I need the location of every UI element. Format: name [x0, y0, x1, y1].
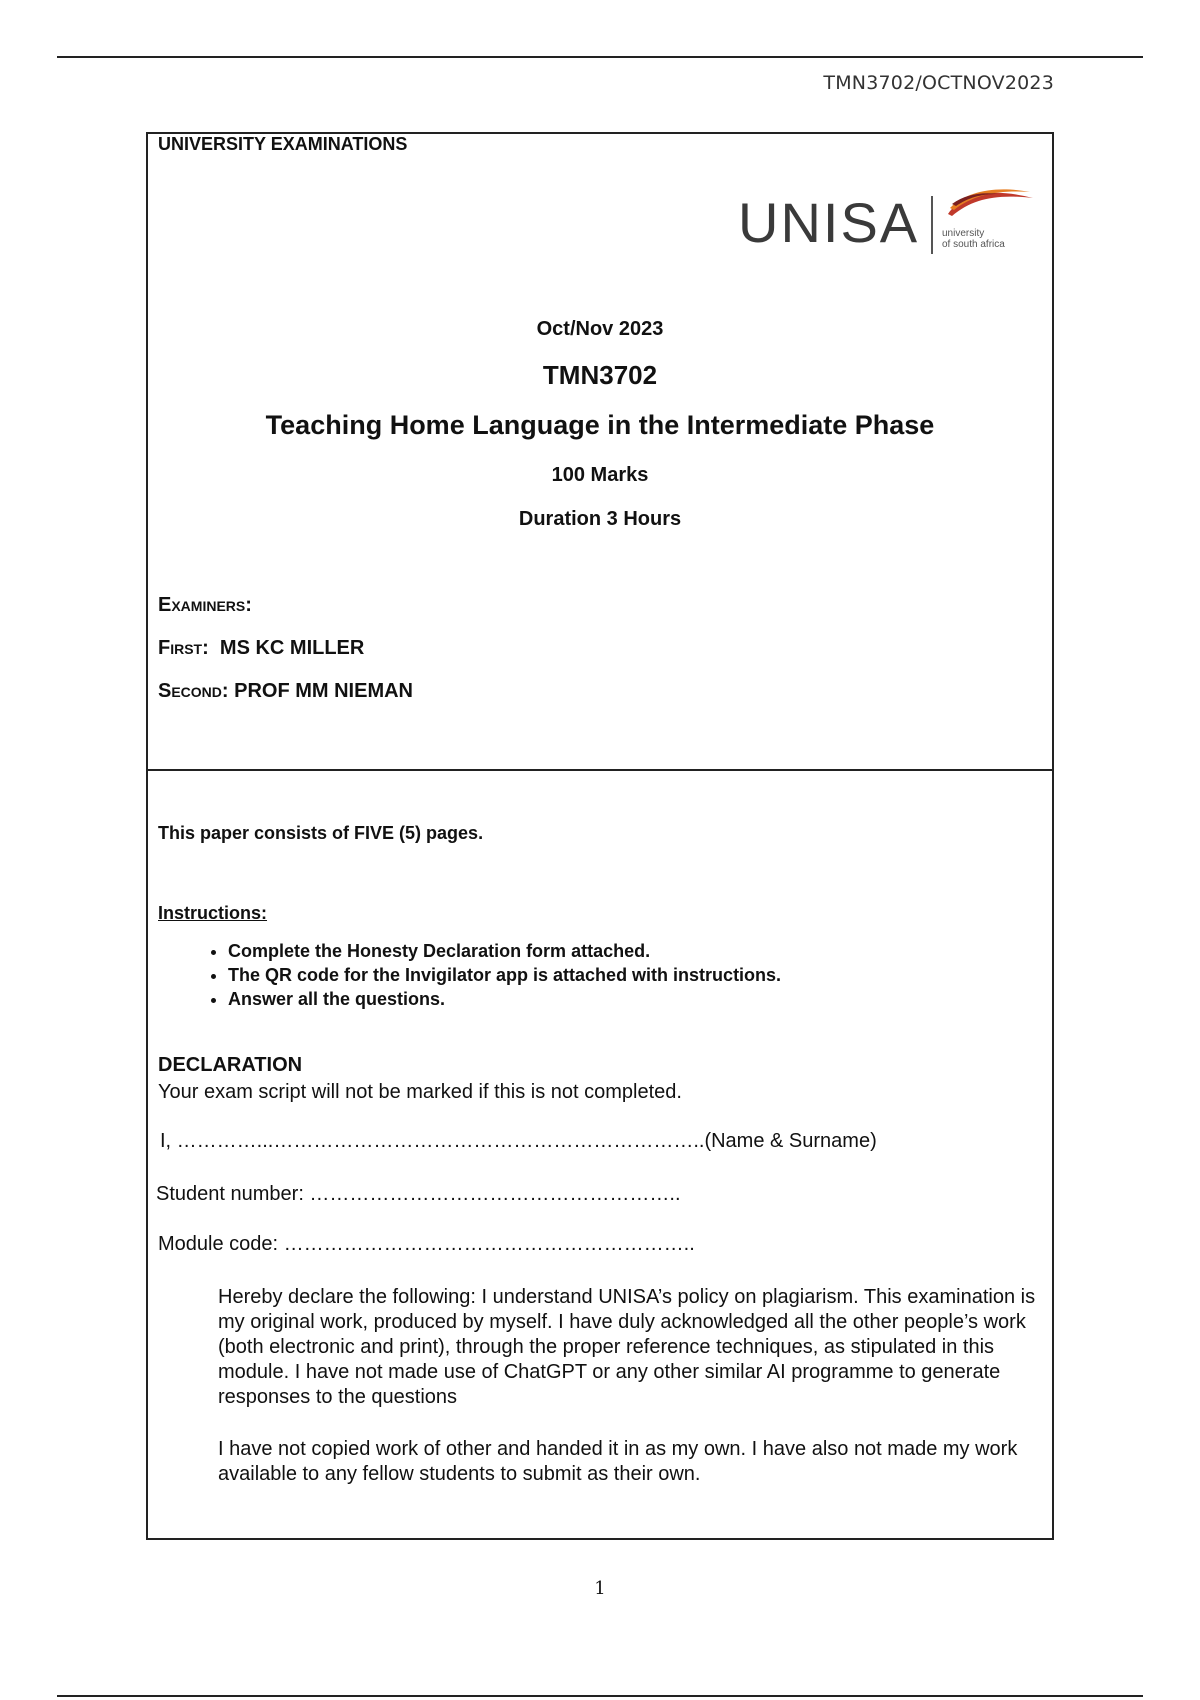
logo-tagline-line-2: of south africa	[942, 239, 1005, 250]
bottom-rule	[57, 1695, 1143, 1697]
logo-wordmark: UNISA	[738, 191, 920, 254]
unisa-logo	[738, 184, 1038, 264]
exam-duration: Duration 3 Hours	[518, 508, 682, 530]
declaration-heading: DECLARATION	[158, 1054, 303, 1076]
page-count-note: This paper consists of FIVE (5) pages.	[158, 823, 484, 843]
cover-header-section	[148, 134, 1052, 771]
first-examiner-name: MS KC MILLER	[219, 637, 365, 659]
instructions-list	[178, 939, 781, 1011]
second-examiner-label: Second:	[158, 680, 229, 702]
declaration-body	[218, 1285, 1038, 1487]
exam-date: Oct/Nov 2023	[536, 318, 664, 340]
top-rule	[57, 56, 1143, 58]
logo-swoosh-icon	[938, 184, 1038, 224]
instruction-item: • The QR code for the Invigilator app is attached with instructions.	[228, 963, 781, 987]
name-surname-field: I, …………...………………………………………………………..(Name & Surname)	[160, 1130, 877, 1152]
logo-tagline	[942, 228, 1005, 250]
module-code-field: Module code: ……………………………………………………..	[158, 1233, 695, 1255]
declaration-note: Your exam script will not be marked if this is not completed.	[158, 1081, 682, 1103]
examiners-label	[158, 594, 252, 617]
instruction-item: • Answer all the questions.	[228, 987, 781, 1011]
cover-frame	[146, 132, 1054, 1540]
university-examinations-label: UNIVERSITY EXAMINATIONS	[158, 134, 408, 154]
second-examiner	[158, 680, 413, 703]
first-examiner-label: First:	[158, 637, 209, 659]
page-number: 1	[594, 1578, 606, 1599]
second-examiner-name: PROF MM NIEMAN	[234, 680, 414, 702]
declaration-paragraph: Hereby declare the following: I understand UNISA’s policy on plagiarism. This examination is my original work, produced by myself. I have duly acknowledged all the other people’s work (both electronic and print), through the proper reference techniques, as stipulated in this module. I have not made use of ChatGPT or any other similar AI programme to generate responses to the questions	[218, 1286, 1036, 1408]
first-examiner	[158, 637, 364, 660]
examiners-label-text: Examiners:	[158, 594, 252, 616]
instructions-heading: Instructions:	[158, 903, 268, 923]
document-code: TMN3702/OCTNOV2023	[823, 72, 1054, 94]
logo-divider	[931, 196, 933, 254]
module-code: TMN3702	[542, 360, 658, 390]
instruction-item: • Complete the Honesty Declaration form attached.	[228, 939, 781, 963]
total-marks: 100 Marks	[551, 464, 649, 486]
declaration-paragraph: I have not copied work of other and handed it in as my own. I have also not made my work available to any fellow students to submit as their own.	[218, 1438, 1018, 1485]
module-title: Teaching Home Language in the Intermediate Phase	[265, 410, 935, 440]
student-number-field: Student number: ………………………………………………..	[156, 1183, 681, 1205]
logo-tagline-line-1: university	[942, 228, 985, 239]
